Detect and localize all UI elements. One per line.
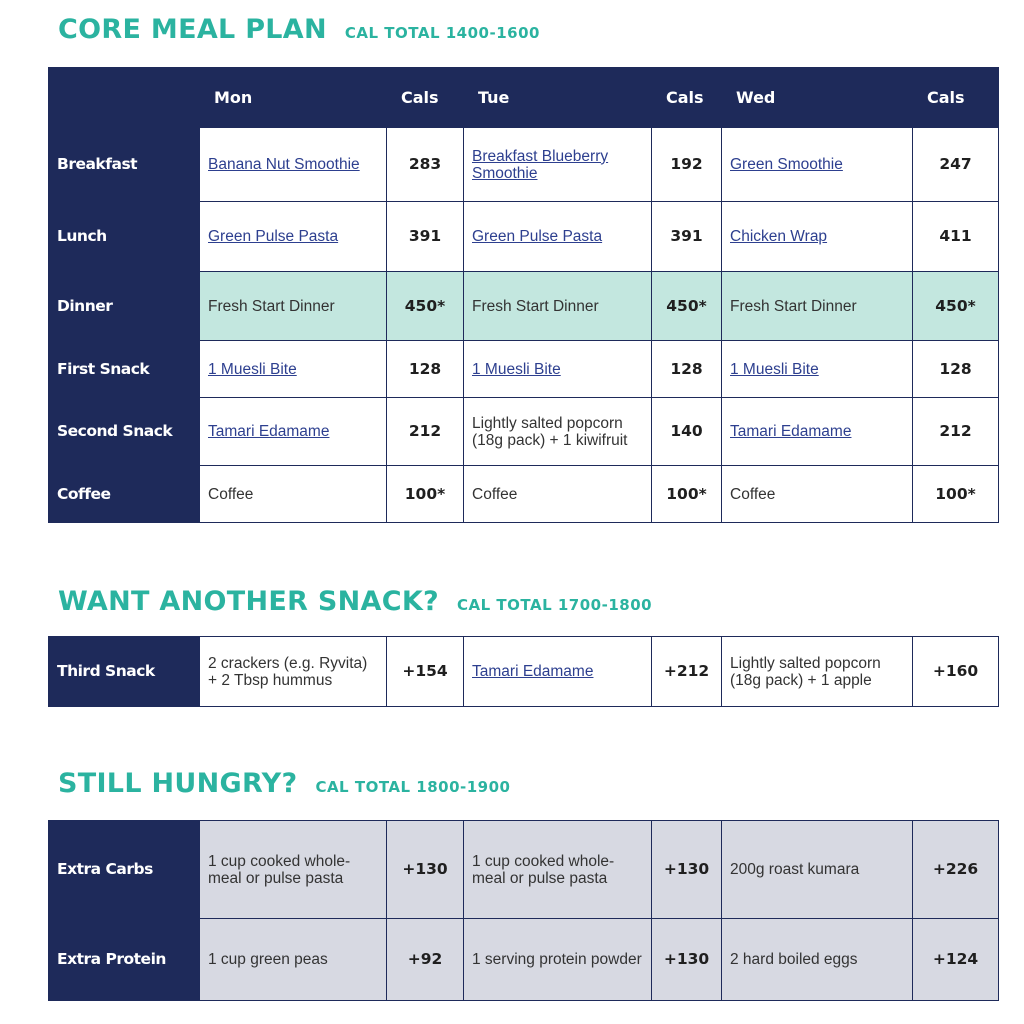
meal-cell[interactable] bbox=[200, 202, 387, 272]
meal-cell[interactable] bbox=[722, 341, 913, 398]
calorie-value: 450* bbox=[652, 272, 722, 341]
meal-cell[interactable] bbox=[722, 398, 913, 466]
calorie-value: 450* bbox=[913, 272, 999, 341]
calorie-value: 247 bbox=[913, 128, 999, 202]
meal-cell: 1 serving protein powder bbox=[464, 919, 652, 1001]
core-cal-total: CAL TOTAL 1400-1600 bbox=[344, 24, 540, 42]
meal-cell: Fresh Start Dinner bbox=[464, 272, 652, 341]
meal-cell: Lightly salted popcorn (18g pack) + 1 apple bbox=[722, 637, 913, 707]
calorie-value: 128 bbox=[913, 341, 999, 398]
row-label: Breakfast bbox=[49, 128, 200, 202]
calorie-value: +130 bbox=[652, 919, 722, 1001]
hungry-title: STILL HUNGRY? bbox=[58, 768, 298, 799]
core-title: CORE MEAL PLAN bbox=[58, 14, 327, 45]
meal-cell[interactable] bbox=[200, 128, 387, 202]
recipe-link[interactable]: Green Pulse Pasta bbox=[208, 228, 339, 245]
row-label: Extra Protein bbox=[49, 919, 200, 1001]
meal-cell[interactable] bbox=[722, 202, 913, 272]
corner-cell bbox=[49, 68, 200, 128]
meal-cell: 1 cup green peas bbox=[200, 919, 387, 1001]
meal-cell: 2 crackers (e.g. Ryvita) + 2 Tbsp hummus bbox=[200, 637, 387, 707]
recipe-link[interactable]: 1 Muesli Bite bbox=[208, 360, 297, 378]
calorie-value: 212 bbox=[913, 398, 999, 466]
recipe-link[interactable]: Banana Nut Smoothie bbox=[208, 156, 360, 173]
calorie-value: 391 bbox=[387, 202, 464, 272]
meal-cell: Coffee bbox=[200, 466, 387, 523]
calorie-value: 212 bbox=[387, 398, 464, 466]
calorie-value: +130 bbox=[652, 821, 722, 919]
meal-cell: 1 cup cooked whole-meal or pulse pasta bbox=[200, 821, 387, 919]
row-label: First Snack bbox=[49, 341, 200, 398]
day-header-mon: Mon bbox=[200, 68, 387, 128]
calorie-value: 450* bbox=[387, 272, 464, 341]
hungry-section-header bbox=[58, 768, 511, 799]
day-header-wed: Wed bbox=[722, 68, 913, 128]
cals-header: Cals bbox=[913, 68, 999, 128]
meal-row-coffee bbox=[49, 466, 999, 523]
row-label: Coffee bbox=[49, 466, 200, 523]
meal-cell[interactable] bbox=[722, 128, 913, 202]
meal-cell[interactable] bbox=[464, 202, 652, 272]
snack-section-header bbox=[58, 586, 652, 617]
day-header-tue: Tue bbox=[464, 68, 652, 128]
meal-row-breakfast bbox=[49, 128, 999, 202]
row-label: Lunch bbox=[49, 202, 200, 272]
calorie-value: 128 bbox=[387, 341, 464, 398]
recipe-link[interactable]: Tamari Edamame bbox=[472, 663, 594, 680]
meal-row-extra-protein bbox=[49, 919, 999, 1001]
calorie-value: +212 bbox=[652, 637, 722, 707]
hungry-table bbox=[48, 820, 999, 1001]
meal-cell[interactable] bbox=[464, 637, 652, 707]
recipe-link[interactable]: Chicken Wrap bbox=[730, 228, 828, 245]
meal-cell: 1 cup cooked whole-meal or pulse pasta bbox=[464, 821, 652, 919]
recipe-link[interactable]: Breakfast Blueberry Smoothie bbox=[472, 147, 609, 182]
snack-cal-total: CAL TOTAL 1700-1800 bbox=[457, 596, 653, 614]
recipe-link[interactable]: Tamari Edamame bbox=[730, 423, 852, 440]
cals-header: Cals bbox=[652, 68, 722, 128]
meal-cell: Coffee bbox=[464, 466, 652, 523]
meal-cell[interactable] bbox=[200, 398, 387, 466]
row-label: Extra Carbs bbox=[49, 821, 200, 919]
core-meal-table bbox=[48, 67, 999, 523]
calorie-value: +92 bbox=[387, 919, 464, 1001]
day-header-row bbox=[49, 68, 999, 128]
recipe-link[interactable]: Green Smoothie bbox=[730, 156, 843, 173]
recipe-link[interactable]: Tamari Edamame bbox=[208, 423, 330, 440]
calorie-value: +160 bbox=[913, 637, 999, 707]
meal-row-third-snack bbox=[49, 637, 999, 707]
recipe-link[interactable]: 1 Muesli Bite bbox=[730, 360, 819, 378]
meal-cell: Fresh Start Dinner bbox=[722, 272, 913, 341]
meal-cell: Lightly salted popcorn (18g pack) + 1 kiwifruit bbox=[464, 398, 652, 466]
calorie-value: 411 bbox=[913, 202, 999, 272]
hungry-cal-total: CAL TOTAL 1800-1900 bbox=[315, 778, 511, 796]
meal-row-first-snack bbox=[49, 341, 999, 398]
row-label: Third Snack bbox=[49, 637, 200, 707]
snack-title: WANT ANOTHER SNACK? bbox=[58, 586, 440, 617]
calorie-value: 140 bbox=[652, 398, 722, 466]
calorie-value: 391 bbox=[652, 202, 722, 272]
calorie-value: 100* bbox=[913, 466, 999, 523]
calorie-value: 192 bbox=[652, 128, 722, 202]
meal-cell: 200g roast kumara bbox=[722, 821, 913, 919]
meal-cell[interactable] bbox=[464, 341, 652, 398]
calorie-value: +130 bbox=[387, 821, 464, 919]
meal-cell: 2 hard boiled eggs bbox=[722, 919, 913, 1001]
row-label: Dinner bbox=[49, 272, 200, 341]
recipe-link[interactable]: 1 Muesli Bite bbox=[472, 360, 561, 378]
core-section-header bbox=[58, 14, 540, 45]
calorie-value: 283 bbox=[387, 128, 464, 202]
meal-cell: Coffee bbox=[722, 466, 913, 523]
meal-row-dinner bbox=[49, 272, 999, 341]
snack-table bbox=[48, 636, 999, 707]
calorie-value: 128 bbox=[652, 341, 722, 398]
cals-header: Cals bbox=[387, 68, 464, 128]
calorie-value: 100* bbox=[387, 466, 464, 523]
calorie-value: +154 bbox=[387, 637, 464, 707]
calorie-value: 100* bbox=[652, 466, 722, 523]
row-label: Second Snack bbox=[49, 398, 200, 466]
calorie-value: +226 bbox=[913, 821, 999, 919]
meal-row-lunch bbox=[49, 202, 999, 272]
meal-cell[interactable] bbox=[464, 128, 652, 202]
meal-row-second-snack bbox=[49, 398, 999, 466]
calorie-value: +124 bbox=[913, 919, 999, 1001]
meal-cell[interactable] bbox=[200, 341, 387, 398]
meal-row-extra-carbs bbox=[49, 821, 999, 919]
recipe-link[interactable]: Green Pulse Pasta bbox=[472, 228, 603, 245]
meal-cell: Fresh Start Dinner bbox=[200, 272, 387, 341]
